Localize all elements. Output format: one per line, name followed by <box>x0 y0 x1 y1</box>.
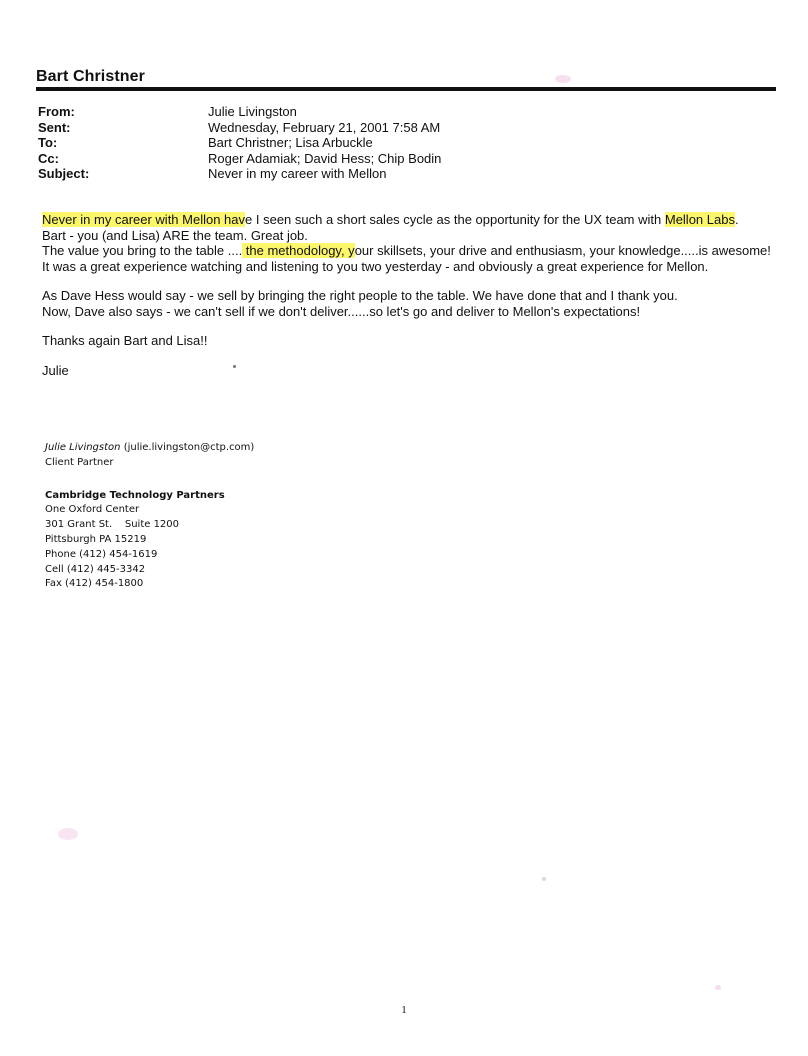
scan-artifact <box>715 985 721 990</box>
signature-fax: Fax (412) 454-1800 <box>45 578 144 590</box>
highlighted-text: the methodology, y <box>242 243 355 258</box>
paragraph-gap <box>42 319 777 333</box>
signature-title: Client Partner <box>45 456 114 468</box>
scan-artifact <box>542 877 546 881</box>
highlighted-text: Mellon Labs <box>664 212 735 227</box>
cc-value: Roger Adamiak; David Hess; Chip Bodin <box>208 150 442 166</box>
paragraph-gap <box>42 274 777 288</box>
subject-value: Never in my career with Mellon <box>208 166 387 181</box>
body-paragraph-team: Bart - you (and Lisa) ARE the team. Great job. <box>42 227 308 243</box>
body-paragraph-thanks: Thanks again Bart and Lisa!! <box>42 333 208 348</box>
signature-address-1: One Oxford Center <box>45 504 140 516</box>
to-value: Bart Christner; Lisa Arbuckle <box>208 135 373 150</box>
mailbox-owner: Bart Christner <box>36 68 145 85</box>
signature-phone: Phone (412) 454-1619 <box>45 548 158 560</box>
header-row-to <box>38 135 441 151</box>
body-paragraph-deliver: Now, Dave also says - we can't sell if we don't deliver......so let's go and deliver to Mellon's expectations! <box>42 303 641 319</box>
from-label: From: <box>38 104 75 119</box>
sent-value: Wednesday, February 21, 2001 7:58 AM <box>208 119 441 135</box>
sent-label: Sent: <box>38 119 71 135</box>
header-row-cc <box>38 151 441 167</box>
email-body <box>42 212 777 378</box>
page-number: 1 <box>401 1004 407 1016</box>
header-divider <box>36 87 776 91</box>
email-signature <box>45 441 254 592</box>
signature-name-line <box>45 441 254 456</box>
signature-cell: Cell (412) 445-3342 <box>45 563 146 575</box>
signature-company: Cambridge Technology Partners <box>45 489 225 501</box>
signature-spacer <box>45 471 254 489</box>
signature-address-3: Pittsburgh PA 15219 <box>45 533 147 545</box>
signature-email: (julie.livingston@ctp.com) <box>123 442 255 453</box>
to-label: To: <box>38 135 58 150</box>
body-text: The value you bring to the table .... <box>42 243 243 258</box>
header-row-from <box>38 104 441 120</box>
paragraph-gap <box>42 349 777 363</box>
signature-address-2: 301 Grant St. Suite 1200 <box>45 519 180 531</box>
subject-label: Subject: <box>38 166 90 181</box>
body-text: . <box>734 212 739 227</box>
header-row-subject <box>38 166 441 182</box>
body-signoff: Julie <box>42 362 69 378</box>
email-headers <box>38 104 441 182</box>
body-paragraph-opening <box>42 212 777 228</box>
signature-name: Julie Livingston <box>45 442 121 453</box>
body-paragraph-dave-hess: As Dave Hess would say - we sell by bringing the right people to the table. We have done that and I thank you. <box>42 288 678 303</box>
scan-artifact <box>58 828 78 840</box>
cc-label: Cc: <box>38 150 59 166</box>
scan-artifact <box>233 365 236 368</box>
body-text: e I seen such a short sales cycle as the opportunity for the UX team with <box>245 212 665 227</box>
header-row-sent <box>38 120 441 136</box>
scan-artifact <box>555 75 571 83</box>
body-paragraph-value <box>42 243 777 274</box>
body-text: our skillsets, your drive and enthusiasm, your knowledge.....is awesome! It was a great experience watching and listening to you two yesterday - and obviously a great experience for Mellon. <box>42 243 771 274</box>
from-value: Julie Livingston <box>208 104 297 119</box>
highlighted-text: Never in my career with Mellon hav <box>42 212 246 227</box>
